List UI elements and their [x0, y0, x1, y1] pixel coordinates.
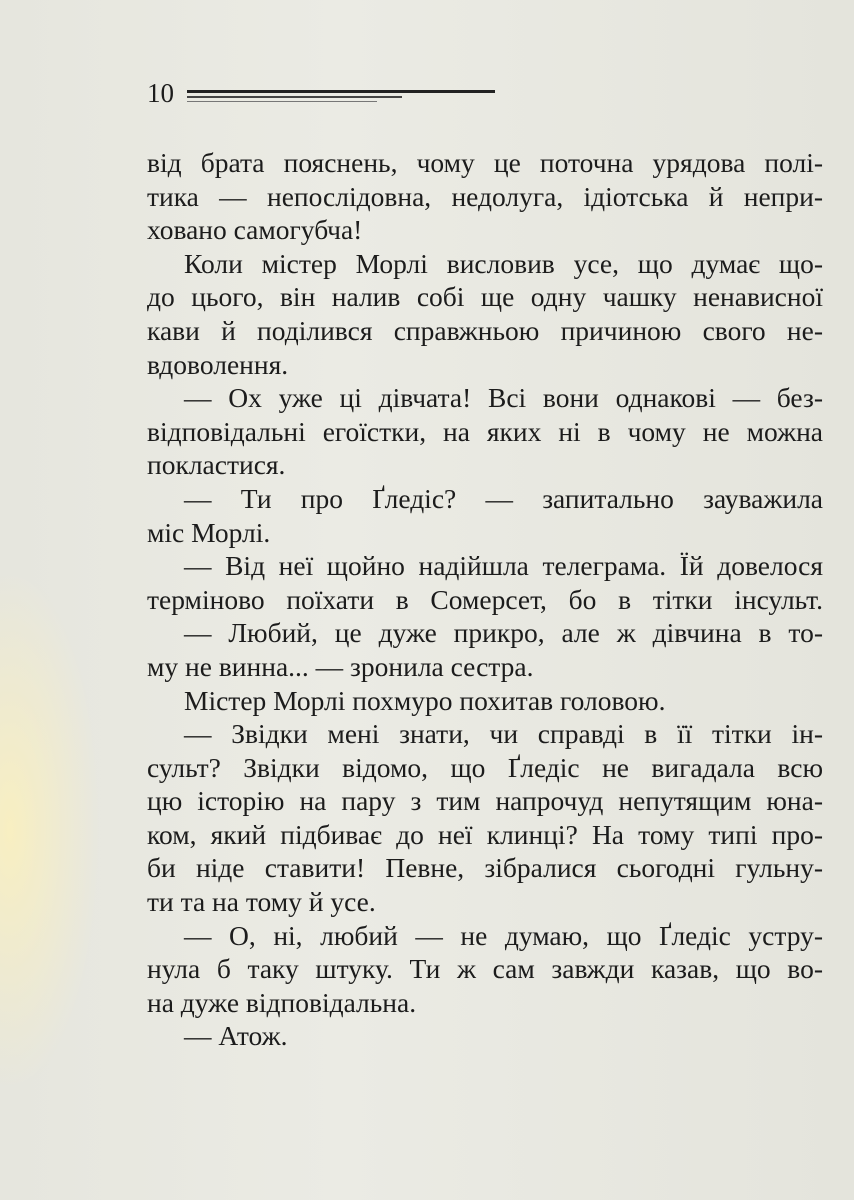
- text-line: би ніде ставити! Певне, зібралися сьогодні гульну-: [147, 852, 823, 884]
- text-line: — Ти про Ґледіс? — запитально зауважила: [184, 482, 823, 514]
- text-line: — Атож.: [184, 1020, 288, 1052]
- text-line: Містер Морлі похмуро похитав головою.: [184, 684, 666, 716]
- text-line: ти та на тому й усе.: [147, 886, 376, 918]
- text-line: від брата пояснень, чому це поточна урядова полі-: [147, 147, 823, 178]
- text-line: міс Морлі.: [147, 516, 271, 548]
- text-line: тика — непослідовна, недолуга, ідіотська й непри-: [147, 180, 823, 212]
- text-line: відповідальні егоїстки, на яких ні в чому не можна: [147, 415, 823, 447]
- text-line: — Звідки мені знати, чи справді в її тітки ін-: [184, 718, 823, 750]
- page-number: 10: [147, 78, 174, 108]
- header-rule-tertiary: [187, 101, 377, 102]
- text-line: му не винна... — зронила сестра.: [147, 650, 534, 682]
- text-line: ком, який підбиває до неї клинці? На тому типі про-: [147, 818, 823, 850]
- text-line: сульт? Звідки відомо, що Ґледіс не вигадала всю: [147, 751, 823, 783]
- text-line: — Від неї щойно надійшла телеграма. Їй довелося: [184, 550, 823, 582]
- text-line: кави й поділився справжньою причиною свого не-: [147, 314, 823, 346]
- text-line: — Ох уже ці дівчата! Всі вони однакові — без-: [184, 382, 823, 414]
- text-line: вдоволення.: [147, 348, 289, 380]
- text-line: — О, ні, любий — не думаю, що Ґледіс устру-: [184, 919, 823, 951]
- text-line: на дуже відповідальна.: [147, 986, 417, 1018]
- text-line: покластися.: [147, 449, 286, 481]
- header-rule-secondary: [187, 96, 402, 98]
- text-line: цю історію на пару з тим напрочуд непутящим юна-: [147, 785, 823, 817]
- text-line: до цього, він налив собі ще одну чашку ненависної: [147, 281, 823, 313]
- text-line: нула б таку штуку. Ти ж сам завжди казав, що во-: [147, 953, 823, 985]
- body-text: [147, 146, 823, 1053]
- header-rule: [187, 90, 495, 93]
- text-line: Коли містер Морлі висловив усе, що думає що-: [184, 247, 823, 279]
- text-line: ховано самогубча!: [147, 214, 363, 246]
- text-line: — Любий, це дуже прикро, але ж дівчина в то-: [184, 617, 823, 649]
- text-line: терміново поїхати в Сомерсет, бо в тітки інсульт.: [147, 583, 823, 615]
